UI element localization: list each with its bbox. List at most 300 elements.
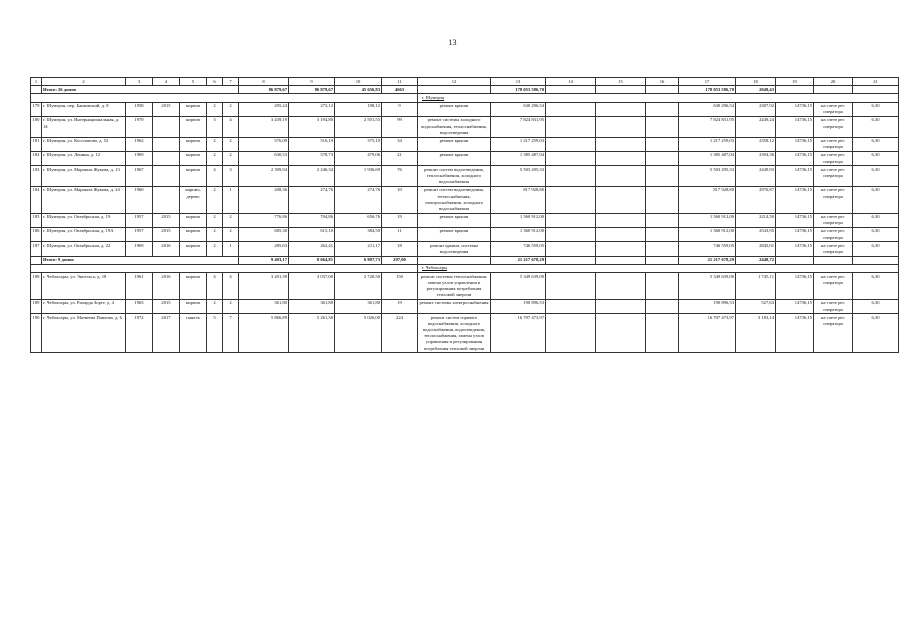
house-address: г. Шумерля, ул. Октябрьская, д. 19А: [42, 227, 126, 241]
fund-account: на счете рег. оператора: [814, 186, 853, 213]
living-area: 578,73: [289, 151, 335, 165]
total-cost-owners: 21 217 678,29: [679, 256, 736, 264]
repair-cost: 5 503 295,33: [491, 166, 546, 187]
year-built: 1967: [126, 166, 153, 187]
living-area: 2 246,34: [289, 166, 335, 187]
repair-cost: 5 349 639,00: [491, 273, 546, 300]
entrances: 2: [223, 137, 239, 151]
repair-cost: 7 824 831,95: [491, 116, 546, 137]
column-number: 16: [646, 78, 679, 86]
city-name: г. Шумерля: [418, 94, 899, 102]
contribution-rate: 6,30: [853, 213, 899, 227]
page-number: 13: [448, 38, 457, 47]
column-number: 20: [814, 78, 853, 86]
row-number: 179: [31, 102, 42, 116]
year-built: 1965: [126, 299, 153, 313]
total-area: 3 201,39: [239, 273, 289, 300]
column-number: 17: [679, 78, 736, 86]
total-area: 361,80: [239, 299, 289, 313]
empty-cell: [546, 242, 596, 256]
floors: 2: [207, 213, 223, 227]
year-repair: 2015: [153, 299, 180, 313]
house-row: [31, 116, 899, 137]
work-type: ремонт крыши: [418, 102, 491, 116]
floors: 2: [207, 299, 223, 313]
unit-cost: 2449,24: [736, 116, 776, 137]
house-address: г. Чебоксары, ул. Рихарда Зорге, д. 4: [42, 299, 126, 313]
residential-area: 274,76: [335, 186, 382, 213]
repair-cost: 817 928,80: [491, 186, 546, 213]
column-number: 4: [153, 78, 180, 86]
empty-cell: [596, 273, 646, 300]
house-address: г. Шумерля, ул. Октябрьская, д. 22: [42, 242, 126, 256]
repair-cost: 1 385 487,04: [491, 151, 546, 165]
max-unit-cost: 14736,15: [776, 186, 814, 213]
total-area: 630,53: [239, 151, 289, 165]
total-area: 86 879,67: [239, 86, 289, 94]
empty-cell: [814, 256, 853, 264]
residents: 11: [382, 227, 418, 241]
year-repair: [153, 186, 180, 213]
contribution-rate: 6,30: [853, 116, 899, 137]
repair-cost: 16 707 473,97: [491, 314, 546, 353]
unit-cost: 2214,50: [736, 213, 776, 227]
empty-cell: [546, 299, 596, 313]
max-unit-cost: 14736,15: [776, 242, 814, 256]
max-unit-cost: 14736,15: [776, 213, 814, 227]
entrances: 3: [223, 166, 239, 187]
residents: 18: [382, 242, 418, 256]
empty-cell: [418, 256, 491, 264]
total-row: [31, 256, 899, 264]
total-residential-area: 45 656,83: [335, 86, 382, 94]
empty-cell: [546, 137, 596, 151]
owners-funds: 1 385 487,04: [679, 151, 736, 165]
row-number: 190: [31, 314, 42, 353]
unit-cost: 527,63: [736, 299, 776, 313]
empty-cell: [853, 256, 899, 264]
empty-cell: [596, 299, 646, 313]
living-area: 3 194,80: [289, 116, 335, 137]
wall-material: кирпич: [180, 299, 207, 313]
empty-cell: [596, 86, 646, 94]
empty-cell: [596, 151, 646, 165]
column-number: 15: [596, 78, 646, 86]
wall-material: кирпич: [180, 151, 207, 165]
repair-cost: 630 296,54: [491, 102, 546, 116]
row-number: 188: [31, 273, 42, 300]
year-repair: [153, 137, 180, 151]
repair-cost: 1 360 912,00: [491, 227, 546, 241]
residential-area: 479,06: [335, 151, 382, 165]
column-number: 18: [736, 78, 776, 86]
work-type: ремонт систем горячего водоснабжения, холодного водоснабжения, водоотведения, теплоснабжения, замена узлов управления и регулирования потребления тепловой энергии: [418, 314, 491, 353]
living-area: 704,86: [289, 213, 335, 227]
empty-cell: [646, 314, 679, 353]
fund-account: на счете рег. оператора: [814, 299, 853, 313]
work-type: ремонт крыши: [418, 213, 491, 227]
house-row: [31, 227, 899, 241]
house-address: г. Шумерля, пер. Банковский, д. 8: [42, 102, 126, 116]
work-type: ремонт системы электроснабжения: [418, 299, 491, 313]
total-area: 576,09: [239, 137, 289, 151]
empty-cell: [776, 86, 814, 94]
entrances: 4: [223, 273, 239, 300]
row-number: 186: [31, 227, 42, 241]
repair-cost: 746 559,05: [491, 242, 546, 256]
city-row: [31, 94, 899, 102]
work-type: ремонт крыши: [418, 151, 491, 165]
living-area: 3 037,00: [289, 273, 335, 300]
owners-funds: 630 296,54: [679, 102, 736, 116]
row-number: 185: [31, 213, 42, 227]
residents: 21: [382, 151, 418, 165]
empty-cell: [546, 166, 596, 187]
empty-cell: [546, 273, 596, 300]
living-area: 273,12: [289, 102, 335, 116]
year-built: 1957: [126, 213, 153, 227]
empty-cell: [596, 242, 646, 256]
row-number: 184: [31, 186, 42, 213]
unit-cost: 2449,93: [736, 166, 776, 187]
wall-material: панель: [180, 314, 207, 353]
max-unit-cost: 14736,15: [776, 166, 814, 187]
entrances: 7: [223, 314, 239, 353]
owners-funds: 1 360 912,00: [679, 227, 736, 241]
residential-area: 656,76: [335, 213, 382, 227]
year-repair: 2016: [153, 273, 180, 300]
house-row: [31, 137, 899, 151]
repair-cost: 190 896,53: [491, 299, 546, 313]
empty-cell: [546, 256, 596, 264]
fund-account: на счете рег. оператора: [814, 242, 853, 256]
unit-cost: 2976,87: [736, 186, 776, 213]
total-residents: 4663: [382, 86, 418, 94]
house-address: г. Чебоксары, ул. Энгельса, д. 18: [42, 273, 126, 300]
empty-cell: [646, 137, 679, 151]
empty-cell: [546, 116, 596, 137]
fund-account: на счете рег. оператора: [814, 213, 853, 227]
residents: 10: [382, 186, 418, 213]
column-number: 1: [31, 78, 42, 86]
house-address: г. Шумерля, ул. Интернациональная, д. 14: [42, 116, 126, 137]
house-address: г. Шумерля, ул. Косолапова, д. 52: [42, 137, 126, 151]
fund-account: на счете рег. оператора: [814, 273, 853, 300]
empty-cell: [646, 102, 679, 116]
residents: 19: [382, 299, 418, 313]
year-built: 1969: [126, 242, 153, 256]
empty-cell: [546, 227, 596, 241]
column-number: 14: [546, 78, 596, 86]
year-built: 1969: [126, 151, 153, 165]
year-built: 1961: [126, 273, 153, 300]
max-unit-cost: 14736,15: [776, 151, 814, 165]
wall-material: кирпич: [180, 102, 207, 116]
column-number: 2: [42, 78, 126, 86]
year-repair: [153, 151, 180, 165]
wall-material: кирпич: [180, 227, 207, 241]
year-repair: 2017: [153, 314, 180, 353]
work-type: ремонт систем водоотведения, теплоснабжения, электроснабжения, холодного водоснабжения: [418, 186, 491, 213]
work-type: ремонт крыши: [418, 227, 491, 241]
empty-cell: [646, 151, 679, 165]
city-name: г. Чебоксары: [418, 264, 899, 272]
residential-area: 2 720,50: [335, 273, 382, 300]
house-address: г. Шумерля, ул. Маршала Жукова, д. 13: [42, 166, 126, 187]
empty-cell: [646, 86, 679, 94]
wall-material: кирпич: [180, 213, 207, 227]
unit-cost: 3 183,14: [736, 314, 776, 353]
residential-area: 1 936,69: [335, 166, 382, 187]
house-address: г. Шумерля, ул. Ленина, д. 12: [42, 151, 126, 165]
work-type: ремонт системы холодного водоснабжения, теплоснабжения, водоотведения: [418, 116, 491, 137]
floors: 3: [207, 116, 223, 137]
total-cost: 21 217 678,29: [491, 256, 546, 264]
entrances: 4: [223, 116, 239, 137]
floors: 2: [207, 137, 223, 151]
empty-cell: [596, 213, 646, 227]
total-living-area: 86 879,67: [289, 86, 335, 94]
column-number: 3: [126, 78, 153, 86]
total-area: 3 439,19: [239, 116, 289, 137]
entrances: 2: [223, 102, 239, 116]
entrances: 2: [223, 213, 239, 227]
house-row: [31, 213, 899, 227]
contribution-rate: 6,30: [853, 102, 899, 116]
house-row: [31, 186, 899, 213]
entrances: 2: [223, 151, 239, 165]
empty-cell: [596, 314, 646, 353]
unit-cost: 2358,12: [736, 137, 776, 151]
owners-funds: 190 896,53: [679, 299, 736, 313]
residential-area: 5 026,00: [335, 314, 382, 353]
empty-cell: [596, 166, 646, 187]
empty-cell: [546, 102, 596, 116]
total-cost-owners: 178 053 586,70: [679, 86, 736, 94]
year-built: 1962: [126, 137, 153, 151]
total-cost: 178 053 586,70: [491, 86, 546, 94]
wall-material: кирпич: [180, 137, 207, 151]
year-built: 1957: [126, 227, 153, 241]
contribution-rate: 6,30: [853, 314, 899, 353]
work-type: ремонт крыши, системы водоотведения: [418, 242, 491, 256]
fund-account: на счете рег. оператора: [814, 102, 853, 116]
empty-cell: [776, 256, 814, 264]
house-address: г. Чебоксары, ул. Матвеева Павлова, д. 6: [42, 314, 126, 353]
empty-cell: [646, 166, 679, 187]
empty-cell: [596, 137, 646, 151]
max-unit-cost: 14736,15: [776, 102, 814, 116]
repair-cost: 1 560 912,00: [491, 213, 546, 227]
empty-cell: [31, 264, 418, 272]
fund-account: на счете рег. оператора: [814, 137, 853, 151]
contribution-rate: 6,30: [853, 227, 899, 241]
column-number-row: [31, 78, 899, 86]
wall-material: кирпич: [180, 166, 207, 187]
owners-funds: 746 559,05: [679, 242, 736, 256]
total-label: Итого: 26 домов: [42, 86, 239, 94]
total-area: 9 403,17: [239, 256, 289, 264]
floors: 2: [207, 186, 223, 213]
city-row: [31, 264, 899, 272]
fund-account: на счете рег. оператора: [814, 166, 853, 187]
wall-material: кирпич, дерево: [180, 186, 207, 213]
entrances: 2: [223, 299, 239, 313]
residents: 34: [382, 137, 418, 151]
row-number: 181: [31, 137, 42, 151]
house-address: г. Шумерля, ул. Октябрьская, д. 19: [42, 213, 126, 227]
house-row: [31, 273, 899, 300]
empty-cell: [646, 227, 679, 241]
living-area: 262,41: [289, 242, 335, 256]
house-row: [31, 314, 899, 353]
owners-funds: 7 824 831,95: [679, 116, 736, 137]
fund-account: на счете рег. оператора: [814, 227, 853, 241]
residential-area: 384,50: [335, 227, 382, 241]
floors: 4: [207, 166, 223, 187]
residents: 76: [382, 166, 418, 187]
row-number: 187: [31, 242, 42, 256]
empty-cell: [646, 213, 679, 227]
column-number: 6: [207, 78, 223, 86]
year-repair: 2015: [153, 102, 180, 116]
year-built: 1958: [126, 102, 153, 116]
year-repair: [153, 166, 180, 187]
max-unit-cost: 14736,15: [776, 137, 814, 151]
owners-funds: 1 217 259,03: [679, 137, 736, 151]
column-number: 7: [223, 78, 239, 86]
unit-cost: 2845,01: [736, 242, 776, 256]
contribution-rate: 6,30: [853, 273, 899, 300]
empty-cell: [596, 116, 646, 137]
unit-cost: 2307,92: [736, 102, 776, 116]
wall-material: кирпич: [180, 116, 207, 137]
contribution-rate: 6,30: [853, 166, 899, 187]
entrances: 1: [223, 186, 239, 213]
floors: 5: [207, 314, 223, 353]
floors: 2: [207, 227, 223, 241]
column-number: 5: [180, 78, 207, 86]
work-type: ремонт систем водоотведения, теплоснабжения, холодного водоснабжения: [418, 166, 491, 187]
fund-account: на счете рег. оператора: [814, 116, 853, 137]
column-number: 13: [491, 78, 546, 86]
owners-funds: 1 560 912,00: [679, 213, 736, 227]
residential-area: 2 501,53: [335, 116, 382, 137]
unit-cost: 2543,95: [736, 227, 776, 241]
living-area: 361,80: [289, 299, 335, 313]
empty-cell: [646, 242, 679, 256]
floors: 2: [207, 151, 223, 165]
row-number: 189: [31, 299, 42, 313]
floors: 2: [207, 102, 223, 116]
column-number: 8: [239, 78, 289, 86]
column-number: 12: [418, 78, 491, 86]
total-row: [31, 86, 899, 94]
year-built: 1970: [126, 116, 153, 137]
contribution-rate: 6,30: [853, 137, 899, 151]
residents: 9: [382, 102, 418, 116]
total-residents: 297,00: [382, 256, 418, 264]
repair-cost: 1 217 259,03: [491, 137, 546, 151]
contribution-rate: 6,30: [853, 151, 899, 165]
entrances: 2: [223, 227, 239, 241]
empty-cell: [646, 273, 679, 300]
unit-cost: 2394,36: [736, 151, 776, 165]
house-address: г. Шумерля, ул. Маршала Жукова, д. 24: [42, 186, 126, 213]
total-living-area: 8 664,81: [289, 256, 335, 264]
residential-area: 198,12: [335, 102, 382, 116]
residents: 19: [382, 213, 418, 227]
max-unit-cost: 14736,15: [776, 314, 814, 353]
empty-cell: [546, 86, 596, 94]
total-area: 5 866,89: [239, 314, 289, 353]
row-number: 182: [31, 151, 42, 165]
residents: 99: [382, 116, 418, 137]
max-unit-cost: 14736,15: [776, 299, 814, 313]
total-unit-cost: 2049,43: [736, 86, 776, 94]
house-row: [31, 242, 899, 256]
row-number: 180: [31, 116, 42, 137]
column-number: 19: [776, 78, 814, 86]
floors: 4: [207, 273, 223, 300]
empty-cell: [546, 186, 596, 213]
column-number: 9: [289, 78, 335, 86]
column-number: 10: [335, 78, 382, 86]
total-label: Итого: 9 домов: [42, 256, 239, 264]
fund-account: на счете рег. оператора: [814, 151, 853, 165]
column-number: 11: [382, 78, 418, 86]
empty-cell: [646, 116, 679, 137]
empty-cell: [646, 256, 679, 264]
year-built: 1960: [126, 186, 153, 213]
max-unit-cost: 14736,15: [776, 273, 814, 300]
repair-program-table: [30, 77, 899, 353]
empty-cell: [546, 213, 596, 227]
max-unit-cost: 14736,15: [776, 227, 814, 241]
residential-area: 211,17: [335, 242, 382, 256]
living-area: 615,10: [289, 227, 335, 241]
year-repair: 2015: [153, 213, 180, 227]
total-residential-area: 6 807,73: [335, 256, 382, 264]
total-area: 2 399,94: [239, 166, 289, 187]
total-area: 685,30: [239, 227, 289, 241]
residents: 150: [382, 273, 418, 300]
empty-cell: [31, 94, 418, 102]
empty-cell: [814, 86, 853, 94]
total-unit-cost: 2448,72: [736, 256, 776, 264]
empty-cell: [646, 299, 679, 313]
wall-material: кирпич: [180, 242, 207, 256]
empty-cell: [31, 86, 42, 94]
living-area: 5 261,30: [289, 314, 335, 353]
empty-cell: [596, 227, 646, 241]
residential-area: 375,10: [335, 137, 382, 151]
contribution-rate: 6,30: [853, 242, 899, 256]
empty-cell: [596, 186, 646, 213]
year-built: 1972: [126, 314, 153, 353]
total-area: 285,63: [239, 242, 289, 256]
column-number: 21: [853, 78, 899, 86]
empty-cell: [853, 86, 899, 94]
owners-funds: 5 349 639,00: [679, 273, 736, 300]
unit-cost: 1 745,11: [736, 273, 776, 300]
empty-cell: [31, 256, 42, 264]
total-area: 208,36: [239, 186, 289, 213]
house-row: [31, 166, 899, 187]
year-repair: 2016: [153, 242, 180, 256]
house-row: [31, 102, 899, 116]
empty-cell: [596, 256, 646, 264]
